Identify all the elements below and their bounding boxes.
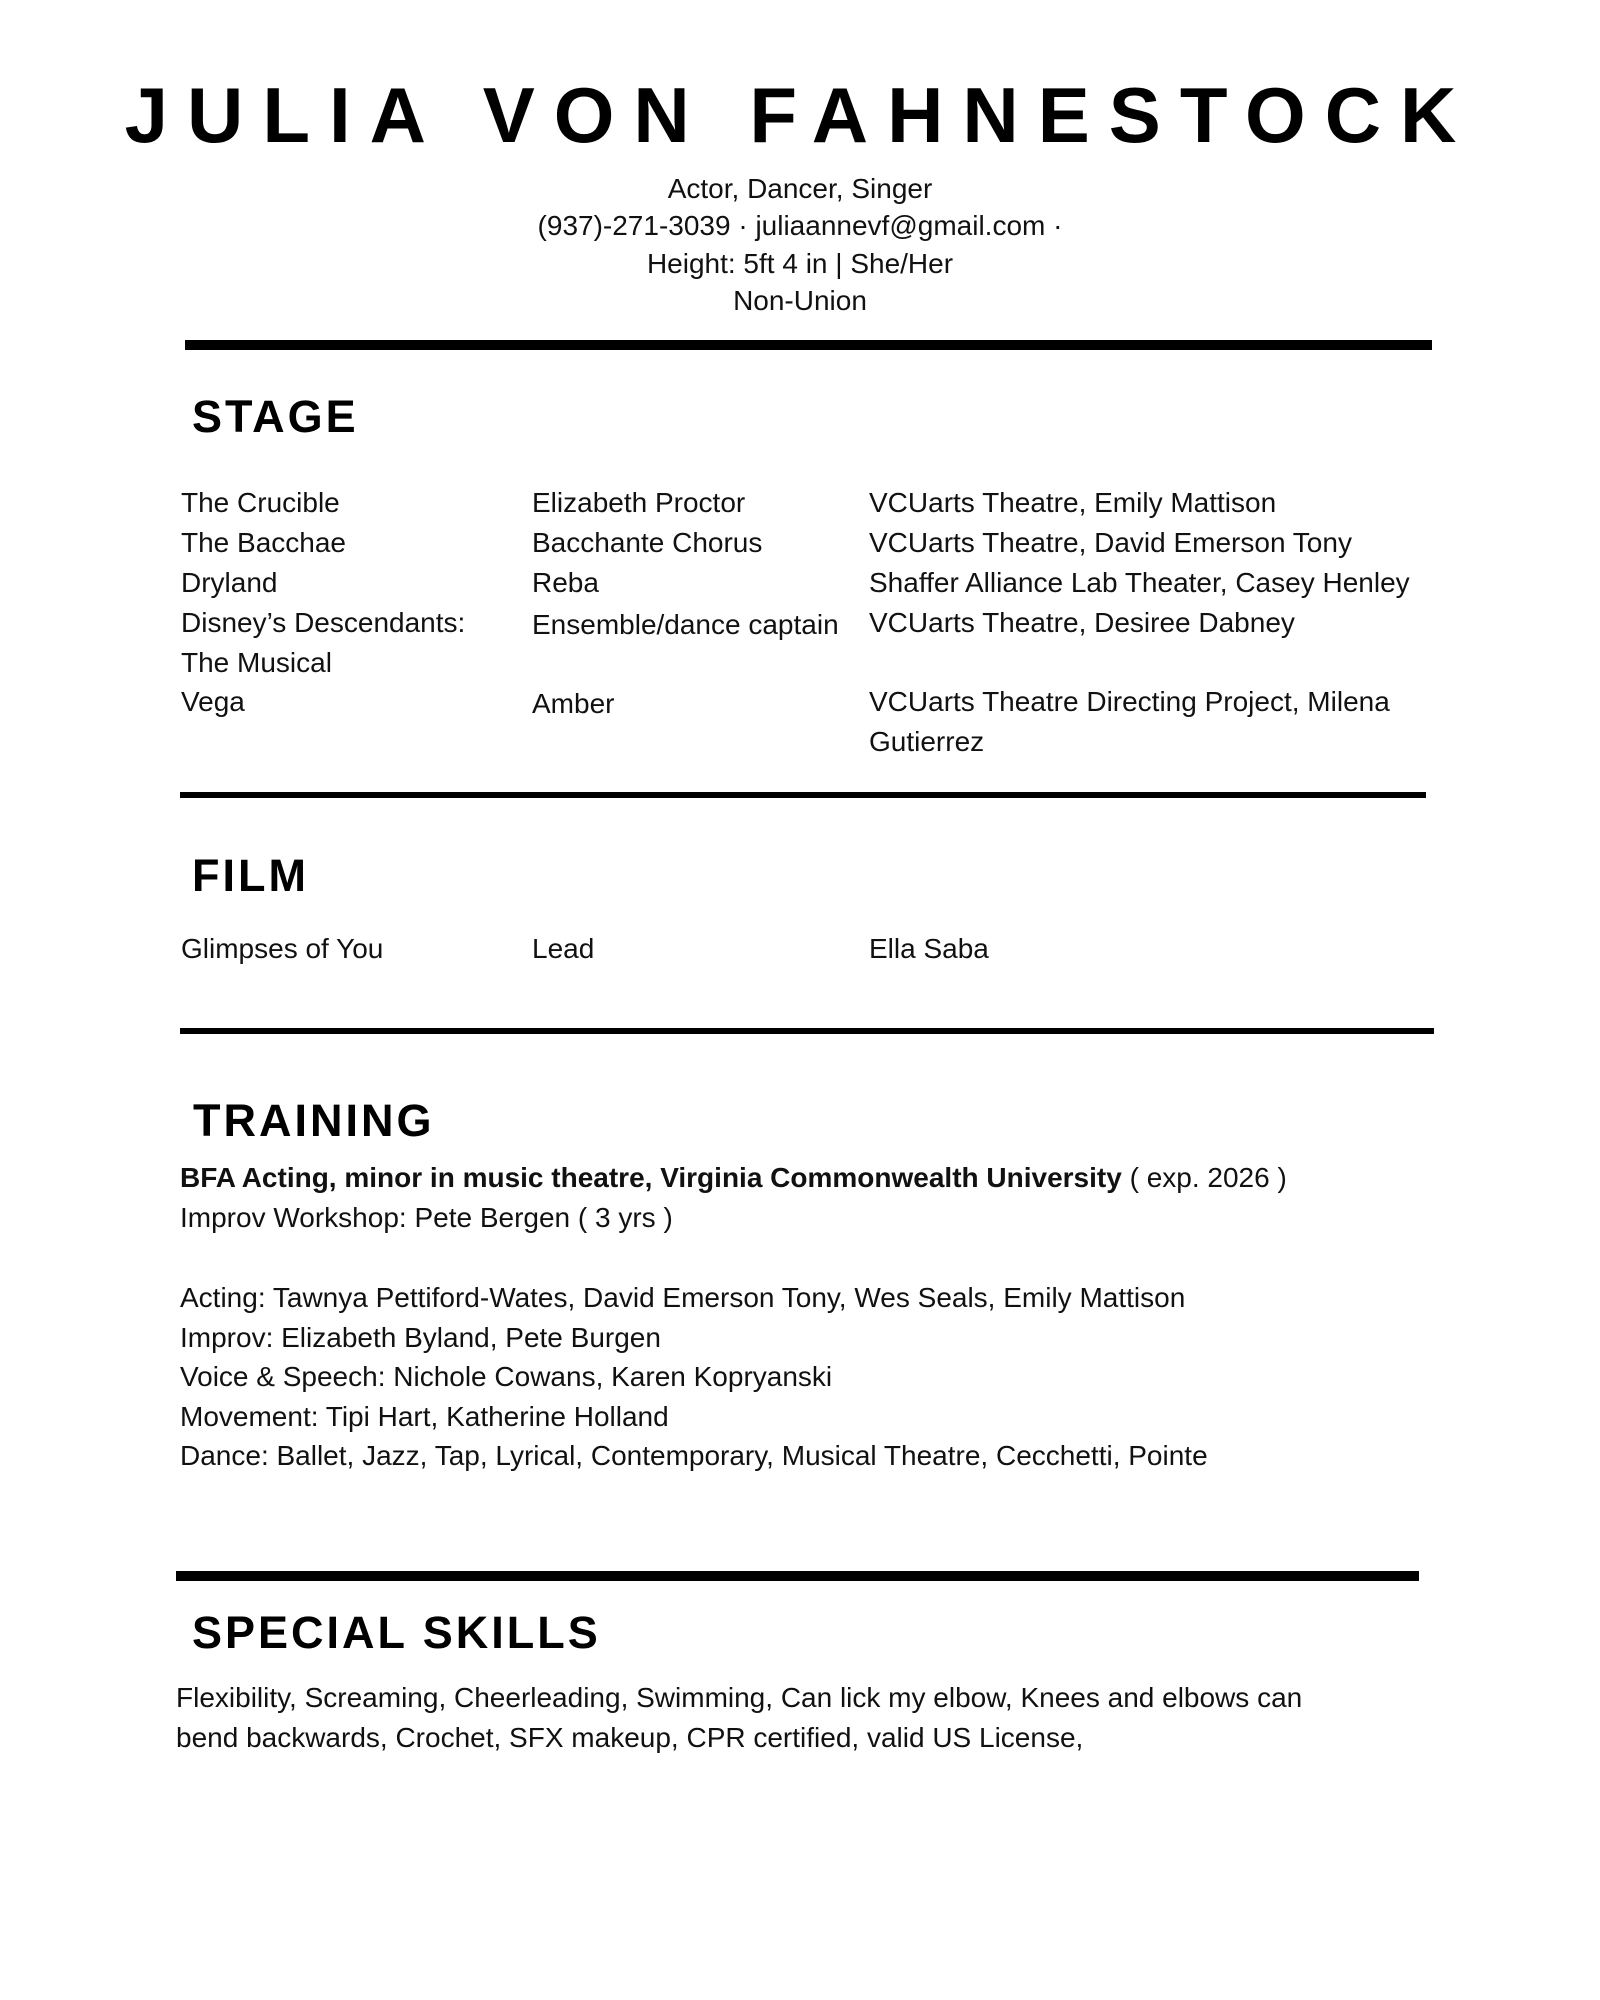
roles-line: Actor, Dancer, Singer (667, 173, 933, 204)
training-acting-line: Acting: Tawnya Pettiford-Wates, David Emerson Tony, Wes Seals, Emily Mattison (180, 1282, 1186, 1313)
film-row-1-title: Glimpses of You (181, 933, 384, 964)
stage-row-4-title: Disney’s Descendants: (181, 607, 466, 638)
stage-row-3-role: Reba (532, 567, 599, 598)
stage-row-1-role: Elizabeth Proctor (532, 487, 746, 518)
training-voice-line: Voice & Speech: Nichole Cowans, Karen Kopryanski (180, 1361, 833, 1392)
training-movement-line: Movement: Tipi Hart, Katherine Holland (180, 1401, 669, 1432)
stage-row-2-title: The Bacchae (181, 527, 346, 558)
resume-name: JULIA VON FAHNESTOCK (124, 71, 1476, 159)
stage-row-5-role: Amber (532, 688, 615, 719)
stage-row-2-company: VCUarts Theatre, David Emerson Tony (869, 527, 1352, 558)
skills-heading: SPECIAL SKILLS (192, 1607, 601, 1658)
stage-row-4-company: VCUarts Theatre, Desiree Dabney (869, 607, 1295, 638)
skills-line-2: bend backwards, Crochet, SFX makeup, CPR certified, valid US License, (176, 1722, 1084, 1753)
stage-row-4-title-line2: The Musical (181, 647, 332, 678)
training-degree-line (180, 1158, 1287, 1198)
degree-note: ( exp. 2026 ) (1121, 1162, 1287, 1193)
film-divider (180, 1028, 1434, 1034)
stage-row-2-role: Bacchante Chorus (532, 527, 763, 558)
stage-row-5-title: Vega (181, 686, 245, 717)
contact-line: (937)-271-3039 · juliaannevf@gmail.com · (537, 210, 1063, 241)
stage-heading: STAGE (192, 391, 359, 442)
stage-row-3-title: Dryland (181, 567, 278, 598)
stage-divider (180, 792, 1426, 798)
union-status: Non-Union (733, 285, 867, 316)
header-divider (185, 340, 1432, 350)
film-heading: FILM (192, 850, 309, 901)
stage-row-5-company-line2: Gutierrez (869, 726, 985, 757)
stage-row-1-title: The Crucible (181, 487, 340, 518)
degree-text: BFA Acting, minor in music theatre, Virginia Commonwealth University (180, 1162, 1122, 1193)
film-row-1-role: Lead (532, 933, 595, 964)
height-pronouns-line: Height: 5ft 4 in | She/Her (646, 248, 954, 279)
training-dance-line: Dance: Ballet, Jazz, Tap, Lyrical, Contemporary, Musical Theatre, Cecchetti, Pointe (180, 1440, 1208, 1471)
improv-workshop-line: Improv Workshop: Pete Bergen ( 3 yrs ) (180, 1202, 673, 1233)
skills-line-1: Flexibility, Screaming, Cheerleading, Swimming, Can lick my elbow, Knees and elbows can (176, 1682, 1303, 1713)
stage-row-1-company: VCUarts Theatre, Emily Mattison (869, 487, 1277, 518)
stage-row-4-role: Ensemble/dance captain (532, 609, 839, 640)
training-divider (176, 1571, 1419, 1581)
stage-row-3-company: Shaffer Alliance Lab Theater, Casey Henley (869, 567, 1410, 598)
film-row-1-company: Ella Saba (869, 933, 989, 964)
stage-row-5-company: VCUarts Theatre Directing Project, Milena (869, 686, 1390, 717)
training-improv-line: Improv: Elizabeth Byland, Pete Burgen (180, 1322, 661, 1353)
training-heading: TRAINING (193, 1095, 435, 1146)
